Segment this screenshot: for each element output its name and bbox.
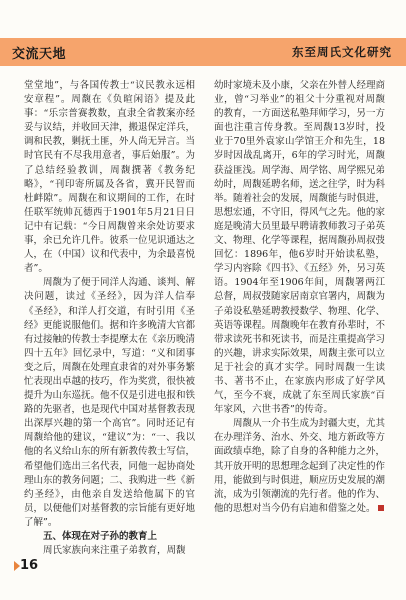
end-mark-icon (378, 505, 384, 511)
section-heading: 五、体现在对子孙的教育上 (43, 531, 158, 542)
body-paragraph: 幼时家境未及小康，父亲在外替人经理商业，曾“习举业”的祖父十分重视对周馥的教育，一方面送私塾拜师学习，另一方面也注重言传身教。至周馥13岁时，投业于70里外袁家山学馆王介和先生，18岁时因战乱离开，6年的学习时光，周馥获益匪浅。周学海、周学铭、周学熙兄弟幼时，周馥延聘名师，送之往学，时为科举。随着社会的发展，周馥能与时俱进，思想宏通，不守旧，得风气之先。他的家庭是晚清大员里最早聘请教师教习子弟英文、物理、化学等课程，据周馥孙周叔弢回忆：1896年，他6岁时开始读私塾，学习内容除《四书》、《五经》外，另习英语。1904年至1906年间，周馥署两江总督，周叔弢随家居南京官署内，周馥为子弟设私塾延聘教授数学、物理、化学、英语等课程。周馥晚年在教育孙辈时，不带求读死书和死读书，而是注重提高学习的兴趣，讲求实际效果，周馥主张可以立足于社会的真才实学。同时周馥一生读书、著书不止，在家族内形成了好学风气，至今不衰，成就了东至周氏家族“百年家风，六世书香”的传奇。 (214, 80, 386, 416)
body-paragraph: 周馥为了便于同洋人沟通、谈判、解决问题，读过《圣经》，因为洋人信奉《圣经》，和洋人打交道，有时引用《圣经》更能说服他们。据和许多晚清大官都有过接触的传教士李提摩太在《亲历晚清四十五年》回忆录中，写道：“义和团事变之后，周馥在处理直隶省的对外事务繁忙表现出卓越的技巧，作为奖赏，很快被提升为山东巡抚。他不仅是引进电报和铁路的先驱者，也是现代中国对基督教表现出深厚兴趣的第一个高官”。同时还记有周馥给他的建议，“建议”为：“一、我以他的名义给山东的所有新教传教士写信，希望他们选出三名代表，同他一起协商处理山东的教务问题；二、我购进一些《新约圣经》，由他亲自发送给他属下的官员，以便他们对基督教的宗旨能有更好地了解”。 (24, 277, 196, 528)
body-paragraph (214, 417, 385, 516)
left-column (24, 79, 195, 558)
closing-paragraph-text: 周馥从一介书生成为封疆大吏，尤其在办理洋务、治水、外交、地方新政等方面政绩卓绝，除了自身的各种能力之外，其开放开明的思想理念起到了决定性的作用，能做到与时俱进，顺应历史发展的潮流，成为引领潮流的先行者。他的作为、他的思想对当今仍有启迪和借鉴之处。 (214, 418, 386, 514)
body-paragraph: 堂堂地”，与各国传教士“议民教永远相安章程”。周馥在《负暄闲语》提及此事：“乐宗普赛教数，直隶全省教案亦经妥与议结，并收回天津，搬退保定洋兵，调和民教，剿抚土匪，外人尚无异言。当时官民有不尽我用意者，事后始服”。为了总结经验教训，周馥撰著《教务纪略》，“刊印寄所属及各省，冀开民智而杜衅隙”。周馥在和议期间的工作，在时任联军统帅瓦德西于1901年5月21日日记中有记载：“今日周馥曾来余处访要求事，余已允许几件。彼系一位见识通达之人，在（中国）议和代表中，为余最喜悦者”。 (24, 80, 196, 275)
right-column (214, 79, 385, 516)
page-number: 16 (20, 558, 39, 573)
journal-title: 东至周氏文化研究 (292, 45, 392, 59)
section-title: 交流天地 (12, 47, 67, 62)
body-paragraph: 周氏家族向来注重子弟教育，周馥 (43, 545, 186, 557)
